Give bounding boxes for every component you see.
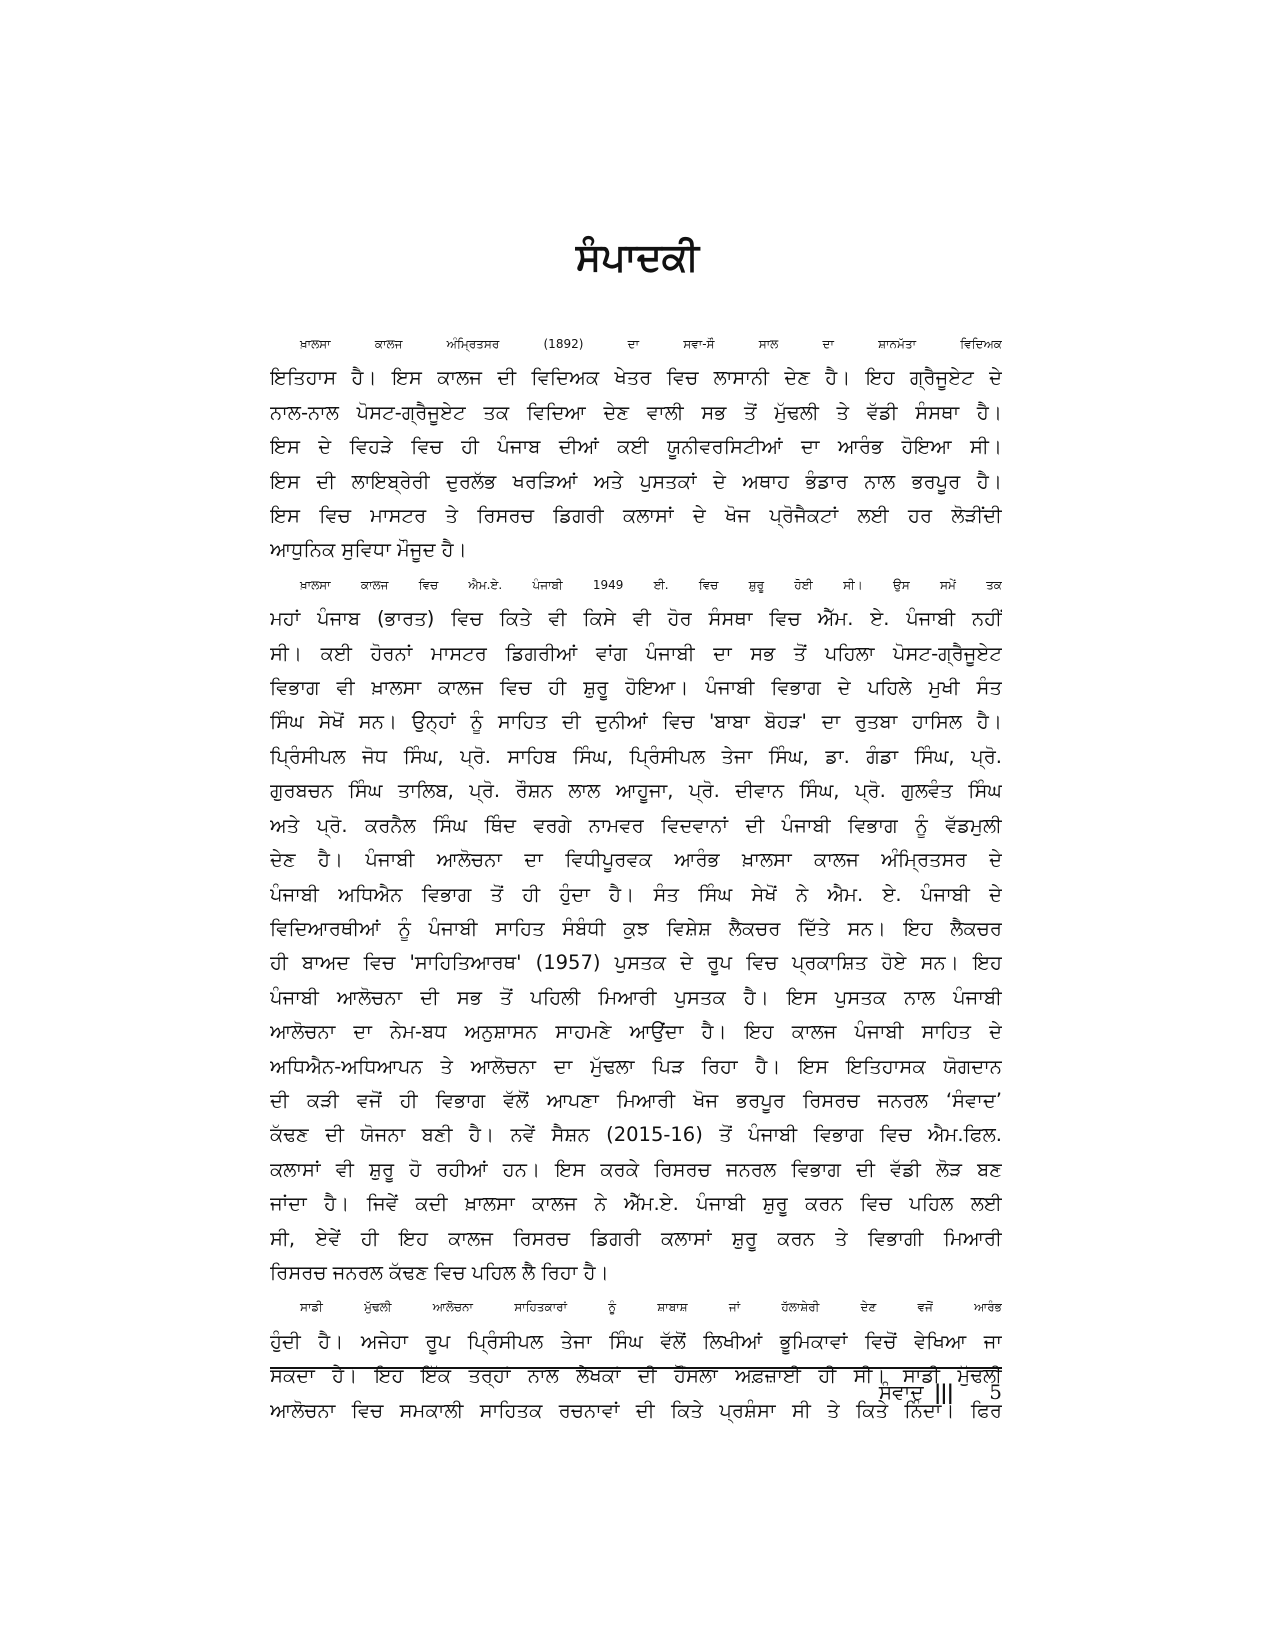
text-line: ਪ੍ਰਿੰਸੀਪਲ ਜੋਧ ਸਿੰਘ, ਪ੍ਰੋ. ਸਾਹਿਬ ਸਿੰਘ, ਪ੍ਰਿੰਸੀਪਲ ਤੇਜਾ ਸਿੰਘ, ਡਾ. ਗੰਡਾ ਸਿੰਘ, ਪ੍ਰੋ.	[270, 744, 1002, 768]
text-line: ਵਿਦਿਆਰਥੀਆਂ ਨੂੰ ਪੰਜਾਬੀ ਸਾਹਿਤ ਸੰਬੰਧੀ ਕੁਝ ਵਿਸ਼ੇਸ਼ ਲੈਕਚਰ ਦਿੱਤੇ ਸਨ। ਇਹ ਲੈਕਚਰ	[270, 916, 1002, 940]
text-line: ਸੀ। ਕਈ ਹੋਰਨਾਂ ਮਾਸਟਰ ਡਿਗਰੀਆਂ ਵਾਂਗ ਪੰਜਾਬੀ ਦਾ ਸਭ ਤੋਂ ਪਹਿਲਾ ਪੋਸਟ-ਗ੍ਰੈਜੂਏਟ	[270, 641, 1002, 665]
text-line: ਸੀ, ਏਵੇਂ ਹੀ ਇਹ ਕਾਲਜ ਰਿਸਰਚ ਡਿਗਰੀ ਕਲਾਸਾਂ ਸ਼ੁਰੂ ਕਰਨ ਤੇ ਵਿਭਾਗੀ ਮਿਆਰੀ	[270, 1226, 1002, 1250]
text-line: ਇਸ ਵਿਚ ਮਾਸਟਰ ਤੇ ਰਿਸਰਚ ਡਿਗਰੀ ਕਲਾਸਾਂ ਦੇ ਖੋਜ ਪ੍ਰੋਜੈਕਟਾਂ ਲਈ ਹਰ ਲੋੜੀਂਦੀ	[270, 504, 1002, 528]
text-line: ਆਲੋਚਨਾ ਦਾ ਨੇਮ-ਬਧ ਅਨੁਸ਼ਾਸਨ ਸਾਹਮਣੇ ਆਉਂਦਾ ਹੈ। ਇਹ ਕਾਲਜ ਪੰਜਾਬੀ ਸਾਹਿਤ ਦੇ	[270, 1020, 1002, 1044]
paragraph-1	[270, 327, 1002, 568]
text-line: ਕੱਢਣ ਦੀ ਯੋਜਨਾ ਬਣੀ ਹੈ। ਨਵੇਂ ਸੈਸ਼ਨ (2015-16) ਤੋਂ ਪੰਜਾਬੀ ਵਿਭਾਗ ਵਿਚ ਐਮ.ਫਿਲ.	[270, 1123, 1002, 1147]
text-line: ਅਧਿਐਨ-ਅਧਿਆਪਨ ਤੇ ਆਲੋਚਨਾ ਦਾ ਮੁੱਢਲਾ ਪਿੜ ਰਿਹਾ ਹੈ। ਇਸ ਇਤਿਹਾਸਕ ਯੋਗਦਾਨ	[270, 1054, 1002, 1078]
separator-mark: |||	[933, 1380, 953, 1404]
paragraph-3	[270, 1290, 1002, 1428]
journal-name: ਸੰਵਾਦ	[878, 1380, 924, 1404]
text-line: ਪੰਜਾਬੀ ਆਲੋਚਨਾ ਦੀ ਸਭ ਤੋਂ ਪਹਿਲੀ ਮਿਆਰੀ ਪੁਸਤਕ ਹੈ। ਇਸ ਪੁਸਤਕ ਨਾਲ ਪੰਜਾਬੀ	[270, 985, 1002, 1009]
text-line: ਆਧੁਨਿਕ ਸੁਵਿਧਾ ਮੌਜੂਦ ਹੈ।	[270, 538, 467, 562]
text-line: ਹੁੰਦੀ ਹੈ। ਅਜੇਹਾ ਰੂਪ ਪ੍ਰਿੰਸੀਪਲ ਤੇਜਾ ਸਿੰਘ ਵੱਲੋਂ ਲਿਖੀਆਂ ਭੂਮਿਕਾਵਾਂ ਵਿਚੋਂ ਵੇਖਿਆ ਜਾ	[270, 1329, 1002, 1353]
text-line: ਸਾਡੀ ਮੁੱਢਲੀ ਆਲੋਚਨਾ ਸਾਹਿਤਕਾਰਾਂ ਨੂੰ ਸ਼ਾਬਾਸ਼ ਜਾਂ ਹੱਲਾਸ਼ੇਰੀ ਦੇਣ ਵਜੋਂ ਆਰੰਭ	[300, 1300, 1002, 1315]
text-line: ਸਕਦਾ ਹੈ। ਇਹ ਇੱਕ ਤਰ੍ਹਾਂ ਨਾਲ ਲੇਖਕਾਂ ਦੀ ਹੌਂਸਲਾ ਅਫ਼ਜ਼ਾਈ ਹੀ ਸੀ। ਸਾਡੀ ਮੁੱਢਲੀ	[270, 1364, 1002, 1388]
text-line: ਇਸ ਦੀ ਲਾਇਬ੍ਰੇਰੀ ਦੁਰਲੱਭ ਖਰੜਿਆਂ ਅਤੇ ਪੁਸਤਕਾਂ ਦੇ ਅਥਾਹ ਭੰਡਾਰ ਨਾਲ ਭਰਪੂਰ ਹੈ।	[270, 469, 1002, 493]
text-line: ਇਤਿਹਾਸ ਹੈ। ਇਸ ਕਾਲਜ ਦੀ ਵਿਦਿਅਕ ਖੇਤਰ ਵਿਚ ਲਾਸਾਨੀ ਦੇਣ ਹੈ। ਇਹ ਗ੍ਰੈਜੂਏਟ ਦੇ	[270, 366, 1002, 390]
text-line: ਵਿਭਾਗ ਵੀ ਖ਼ਾਲਸਾ ਕਾਲਜ ਵਿਚ ਹੀ ਸ਼ੁਰੂ ਹੋਇਆ। ਪੰਜਾਬੀ ਵਿਭਾਗ ਦੇ ਪਹਿਲੇ ਮੁਖੀ ਸੰਤ	[270, 676, 1002, 700]
text-line: ਕਲਾਸਾਂ ਵੀ ਸ਼ੁਰੂ ਹੋ ਰਹੀਆਂ ਹਨ। ਇਸ ਕਰਕੇ ਰਿਸਰਚ ਜਨਰਲ ਵਿਭਾਗ ਦੀ ਵੱਡੀ ਲੋੜ ਬਣ	[270, 1157, 1002, 1181]
text-line: ਗੁਰਬਚਨ ਸਿੰਘ ਤਾਲਿਬ, ਪ੍ਰੋ. ਰੌਸ਼ਨ ਲਾਲ ਆਹੂਜਾ, ਪ੍ਰੋ. ਦੀਵਾਨ ਸਿੰਘ, ਪ੍ਰੋ. ਗੁਲਵੰਤ ਸਿੰਘ	[270, 779, 1002, 803]
text-line: ਇਸ ਦੇ ਵਿਹੜੇ ਵਿਚ ਹੀ ਪੰਜਾਬ ਦੀਆਂ ਕਈ ਯੂਨੀਵਰਸਿਟੀਆਂ ਦਾ ਆਰੰਭ ਹੋਇਆ ਸੀ।	[270, 435, 1002, 459]
body-text	[270, 327, 1002, 1428]
text-line: ਆਲੋਚਨਾ ਵਿਚ ਸਮਕਾਲੀ ਸਾਹਿਤਕ ਰਚਨਾਵਾਂ ਦੀ ਕਿਤੇ ਪ੍ਰਸ਼ੰਸਾ ਸੀ ਤੇ ਕਿਤੇ ਨਿੰਦਾ। ਫਿਰ	[270, 1398, 1002, 1422]
footer-rule	[270, 1367, 1002, 1369]
page-title: ਸੰਪਾਦਕੀ	[575, 235, 700, 279]
page-footer	[879, 1378, 1002, 1406]
text-line: ਜਾਂਦਾ ਹੈ। ਜਿਵੇਂ ਕਦੀ ਖ਼ਾਲਸਾ ਕਾਲਜ ਨੇ ਐੱਮ.ਏ. ਪੰਜਾਬੀ ਸ਼ੁਰੂ ਕਰਨ ਵਿਚ ਪਹਿਲ ਲਈ	[270, 1192, 1002, 1216]
text-line: ਰਿਸਰਚ ਜਨਰਲ ਕੱਢਣ ਵਿਚ ਪਹਿਲ ਲੈ ਰਿਹਾ ਹੈ।	[270, 1260, 609, 1284]
text-line: ਮਹਾਂ ਪੰਜਾਬ (ਭਾਰਤ) ਵਿਚ ਕਿਤੇ ਵੀ ਕਿਸੇ ਵੀ ਹੋਰ ਸੰਸਥਾ ਵਿਚ ਐੱਮ. ਏ. ਪੰਜਾਬੀ ਨਹੀਂ	[270, 607, 1002, 631]
text-line: ਦੀ ਕੜੀ ਵਜੋਂ ਹੀ ਵਿਭਾਗ ਵੱਲੋਂ ਆਪਣਾ ਮਿਆਰੀ ਖੋਜ ਭਰਪੂਰ ਰਿਸਰਚ ਜਨਰਲ ‘ਸੰਵਾਦ’	[270, 1088, 1002, 1112]
text-line: ਅਤੇ ਪ੍ਰੋ. ਕਰਨੈਲ ਸਿੰਘ ਥਿੰਦ ਵਰਗੇ ਨਾਮਵਰ ਵਿਦਵਾਨਾਂ ਦੀ ਪੰਜਾਬੀ ਵਿਭਾਗ ਨੂੰ ਵੱਡਮੁਲੀ	[270, 813, 1002, 837]
text-line: ਖ਼ਾਲਸਾ ਕਾਲਜ ਅੰਮ੍ਰਿਤਸਰ (1892) ਦਾ ਸਵਾ-ਸੌ ਸਾਲ ਦਾ ਸ਼ਾਨਮੱਤਾ ਵਿਦਿਅਕ	[300, 337, 1002, 351]
page-number: 5	[989, 1380, 1002, 1404]
text-line: ਨਾਲ-ਨਾਲ ਪੋਸਟ-ਗ੍ਰੈਜੂਏਟ ਤਕ ਵਿਦਿਆ ਦੇਣ ਵਾਲੀ ਸਭ ਤੋਂ ਮੁੱਢਲੀ ਤੇ ਵੱਡੀ ਸੰਸਥਾ ਹੈ।	[270, 400, 1002, 424]
text-line: ਪੰਜਾਬੀ ਅਧਿਐਨ ਵਿਭਾਗ ਤੋਂ ਹੀ ਹੁੰਦਾ ਹੈ। ਸੰਤ ਸਿੰਘ ਸੇਖੋਂ ਨੇ ਐਮ. ਏ. ਪੰਜਾਬੀ ਦੇ	[270, 882, 1002, 906]
text-line: ਖ਼ਾਲਸਾ ਕਾਲਜ ਵਿਚ ਐਮ.ਏ. ਪੰਜਾਬੀ 1949 ਈ. ਵਿਚ ਸ਼ੁਰੂ ਹੋਈ ਸੀ। ਉਸ ਸਮੇਂ ਤਕ	[300, 577, 1002, 592]
paragraph-2	[270, 568, 1002, 1291]
text-line: ਸਿੰਘ ਸੇਖੋਂ ਸਨ। ਉਨ੍ਹਾਂ ਨੂੰ ਸਾਹਿਤ ਦੀ ਦੁਨੀਆਂ ਵਿਚ 'ਬਾਬਾ ਬੋਹੜ' ਦਾ ਰੁਤਬਾ ਹਾਸਿਲ ਹੈ।	[270, 710, 1002, 734]
text-line: ਹੀ ਬਾਅਦ ਵਿਚ 'ਸਾਹਿਤਿਆਰਥ' (1957) ਪੁਸਤਕ ਦੇ ਰੂਪ ਵਿਚ ਪ੍ਰਕਾਸ਼ਿਤ ਹੋਏ ਸਨ। ਇਹ	[270, 951, 1002, 975]
text-line: ਦੇਣ ਹੈ। ਪੰਜਾਬੀ ਆਲੋਚਨਾ ਦਾ ਵਿਧੀਪੂਰਵਕ ਆਰੰਭ ਖ਼ਾਲਸਾ ਕਾਲਜ ਅੰਮ੍ਰਿਤਸਰ ਦੇ	[270, 848, 1002, 872]
